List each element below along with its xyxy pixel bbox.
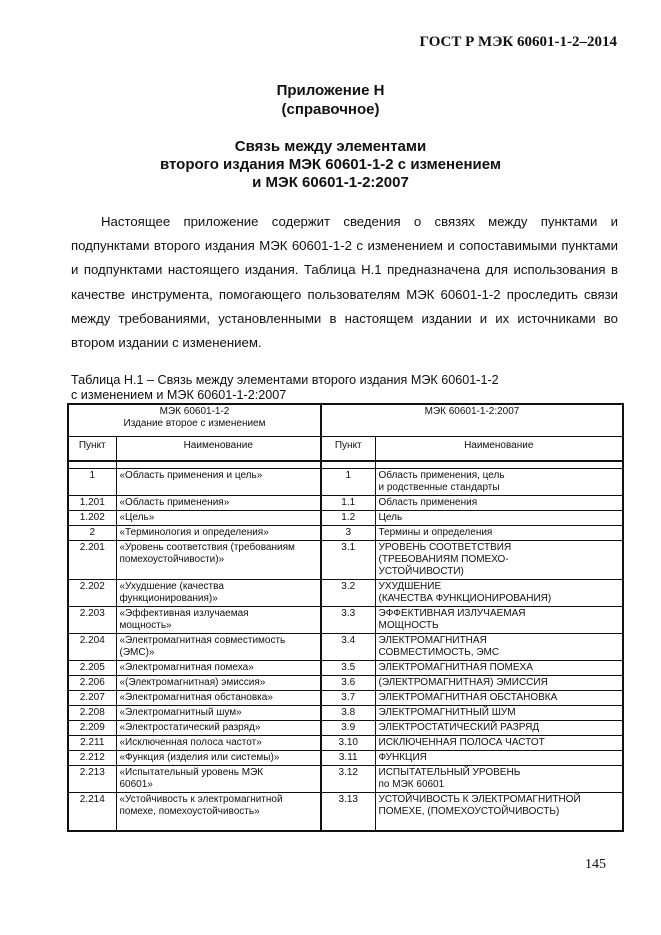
col-name-right: Наименование bbox=[375, 437, 623, 462]
cell-clause-new: 1 bbox=[321, 469, 375, 496]
cell-name-new: ЭЛЕКТРОМАГНИТНАЯ ОБСТАНОВКА bbox=[375, 691, 623, 706]
cell-clause-new: 3.3 bbox=[321, 607, 375, 634]
group-left-standard: МЭК 60601-1-2 bbox=[159, 406, 230, 417]
cell-name-old: «Электромагнитная обстановка» bbox=[116, 691, 321, 706]
table-column-header bbox=[68, 437, 623, 462]
table-caption bbox=[71, 373, 499, 402]
cell-name-new: (ЭЛЕКТРОМАГНИТНАЯ) ЭМИССИЯ bbox=[375, 676, 623, 691]
cell-clause-old: 2.203 bbox=[68, 607, 116, 634]
cell-clause-new: 3.2 bbox=[321, 580, 375, 607]
cell-name-new: ЭФФЕКТИВНАЯ ИЗЛУЧАЕМАЯ МОЩНОСТЬ bbox=[375, 607, 623, 634]
cell-clause-new: 3.11 bbox=[321, 751, 375, 766]
cell-name-new: Термины и определения bbox=[375, 526, 623, 541]
annex-subtitle: (справочное) bbox=[281, 101, 380, 118]
cell-clause-new: 3.5 bbox=[321, 661, 375, 676]
cell-name-old: «(Электромагнитная) эмиссия» bbox=[116, 676, 321, 691]
col-name-left: Наименование bbox=[116, 437, 321, 462]
cell-clause-new: 3.4 bbox=[321, 634, 375, 661]
cell-clause-new: 3.6 bbox=[321, 676, 375, 691]
cell-name-new: ЭЛЕКТРОМАГНИТНАЯ ПОМЕХА bbox=[375, 661, 623, 676]
table-row bbox=[68, 766, 623, 793]
cell-name-old: «Исключенная полоса частот» bbox=[116, 736, 321, 751]
cell-clause-old: 2.213 bbox=[68, 766, 116, 793]
cell-name-old: «Уровень соответствия (требованиям помехоустойчивости)» bbox=[116, 541, 321, 580]
cell-clause-old: 2.212 bbox=[68, 751, 116, 766]
cell-name-old: «Область применения» bbox=[116, 496, 321, 511]
table-caption-line-2: с изменением и МЭК 60601-1-2:2007 bbox=[71, 387, 287, 402]
table-row bbox=[68, 751, 623, 766]
cell-clause-old: 1.201 bbox=[68, 496, 116, 511]
cell-name-old: «Электромагнитная совместимость (ЭМС)» bbox=[116, 634, 321, 661]
cell-name-new: ИСКЛЮЧЕННАЯ ПОЛОСА ЧАСТОТ bbox=[375, 736, 623, 751]
table-row bbox=[68, 676, 623, 691]
table-caption-line-1: Таблица Н.1 – Связь между элементами второго издания МЭК 60601-1-2 bbox=[71, 373, 499, 387]
table-row bbox=[68, 793, 623, 832]
heading-line-2: второго издания МЭК 60601-1-2 с изменением bbox=[159, 156, 501, 173]
cell-clause-old: 2.209 bbox=[68, 721, 116, 736]
cell-clause-old: 2.201 bbox=[68, 541, 116, 580]
cell-name-new: ИСПЫТАТЕЛЬНЫЙ УРОВЕНЬ по МЭК 60601 bbox=[375, 766, 623, 793]
cell-name-new: УХУДШЕНИЕ (КАЧЕСТВА ФУНКЦИОНИРОВАНИЯ) bbox=[375, 580, 623, 607]
cell-clause-old: 2.205 bbox=[68, 661, 116, 676]
cell-name-old: «Электромагнитная помеха» bbox=[116, 661, 321, 676]
document-header: ГОСТ Р МЭК 60601-1-2–2014 bbox=[419, 34, 617, 50]
cell-clause-old: 1 bbox=[68, 469, 116, 496]
cell-clause-old: 2.211 bbox=[68, 736, 116, 751]
cell-clause-new: 3.8 bbox=[321, 706, 375, 721]
table-row bbox=[68, 721, 623, 736]
cell-name-new: ЭЛЕКТРОМАГНИТНАЯ СОВМЕСТИМОСТЬ, ЭМС bbox=[375, 634, 623, 661]
cell-name-new: Область применения, цель и родственные стандарты bbox=[375, 469, 623, 496]
cell-name-new: ЭЛЕКТРОМАГНИТНЫЙ ШУМ bbox=[375, 706, 623, 721]
table-spacer-row bbox=[68, 461, 623, 469]
cell-clause-old: 2.204 bbox=[68, 634, 116, 661]
group-left-edition: Издание второе с изменением bbox=[123, 418, 266, 429]
table-row bbox=[68, 706, 623, 721]
table-row bbox=[68, 580, 623, 607]
heading-line-1: Связь между элементами bbox=[234, 138, 427, 155]
cell-name-new: Цель bbox=[375, 511, 623, 526]
intro-paragraph: Настоящее приложение содержит сведения о связях между пунктами и подпунктами второго издания МЭК 60601-1-2 с изменением и сопоставимыми пунктами и подпунктами настоящего издания. Таблица Н.1 предназначена для использования в качестве инструмента, помогающего пользователям МЭК 60601-1-2 проследить связи между требованиями, установленными в настоящем издании и их источниками во втором издании с изменением. bbox=[71, 214, 618, 351]
table-row bbox=[68, 736, 623, 751]
cell-name-old: «Эффективная излучаемая мощность» bbox=[116, 607, 321, 634]
cell-clause-new: 3.7 bbox=[321, 691, 375, 706]
group-header-right: МЭК 60601-1-2:2007 bbox=[321, 404, 623, 437]
annex-title: Приложение Н bbox=[276, 82, 385, 99]
cell-clause-old: 1.202 bbox=[68, 511, 116, 526]
col-clause-left: Пункт bbox=[68, 437, 116, 462]
col-clause-right: Пункт bbox=[321, 437, 375, 462]
table-row bbox=[68, 634, 623, 661]
cell-name-old: «Функция (изделия или системы)» bbox=[116, 751, 321, 766]
cell-clause-new: 3.12 bbox=[321, 766, 375, 793]
table-row bbox=[68, 496, 623, 511]
cell-clause-old: 2 bbox=[68, 526, 116, 541]
cell-name-old: «Цель» bbox=[116, 511, 321, 526]
cell-name-new: УСТОЙЧИВОСТЬ К ЭЛЕКТРОМАГНИТНОЙ ПОМЕХЕ, (ПОМЕХОУСТОЙЧИВОСТЬ) bbox=[375, 793, 623, 832]
cell-name-old: «Терминология и определения» bbox=[116, 526, 321, 541]
cell-clause-new: 1.1 bbox=[321, 496, 375, 511]
cell-clause-new: 3.1 bbox=[321, 541, 375, 580]
table-row bbox=[68, 691, 623, 706]
table-group-header bbox=[68, 404, 623, 437]
cell-clause-new: 1.2 bbox=[321, 511, 375, 526]
page-number: 145 bbox=[585, 857, 606, 872]
correspondence-table bbox=[67, 403, 624, 832]
cell-name-old: «Электростатический разряд» bbox=[116, 721, 321, 736]
cell-clause-new: 3 bbox=[321, 526, 375, 541]
cell-clause-old: 2.214 bbox=[68, 793, 116, 832]
cell-name-old: «Ухудшение (качества функционирования)» bbox=[116, 580, 321, 607]
cell-clause-old: 2.208 bbox=[68, 706, 116, 721]
group-header-left bbox=[68, 404, 321, 437]
cell-clause-new: 3.9 bbox=[321, 721, 375, 736]
cell-clause-old: 2.206 bbox=[68, 676, 116, 691]
cell-name-new: УРОВЕНЬ СООТВЕТСТВИЯ (ТРЕБОВАНИЯМ ПОМЕХО- УСТОЙЧИВОСТИ) bbox=[375, 541, 623, 580]
cell-clause-old: 2.207 bbox=[68, 691, 116, 706]
cell-name-old: «Испытательный уровень МЭК 60601» bbox=[116, 766, 321, 793]
table-row bbox=[68, 607, 623, 634]
cell-name-new: Область применения bbox=[375, 496, 623, 511]
cell-name-new: ФУНКЦИЯ bbox=[375, 751, 623, 766]
cell-clause-new: 3.13 bbox=[321, 793, 375, 832]
table-row bbox=[68, 541, 623, 580]
table-row bbox=[68, 511, 623, 526]
cell-name-new: ЭЛЕКТРОСТАТИЧЕСКИЙ РАЗРЯД bbox=[375, 721, 623, 736]
cell-clause-new: 3.10 bbox=[321, 736, 375, 751]
cell-name-old: «Область применения и цель» bbox=[116, 469, 321, 496]
cell-clause-old: 2.202 bbox=[68, 580, 116, 607]
cell-name-old: «Устойчивость к электромагнитной помехе, помехоустойчивость» bbox=[116, 793, 321, 832]
table-row bbox=[68, 661, 623, 676]
heading-line-3: и МЭК 60601-1-2:2007 bbox=[252, 174, 409, 191]
table-row bbox=[68, 526, 623, 541]
table-row bbox=[68, 469, 623, 496]
cell-name-old: «Электромагнитный шум» bbox=[116, 706, 321, 721]
